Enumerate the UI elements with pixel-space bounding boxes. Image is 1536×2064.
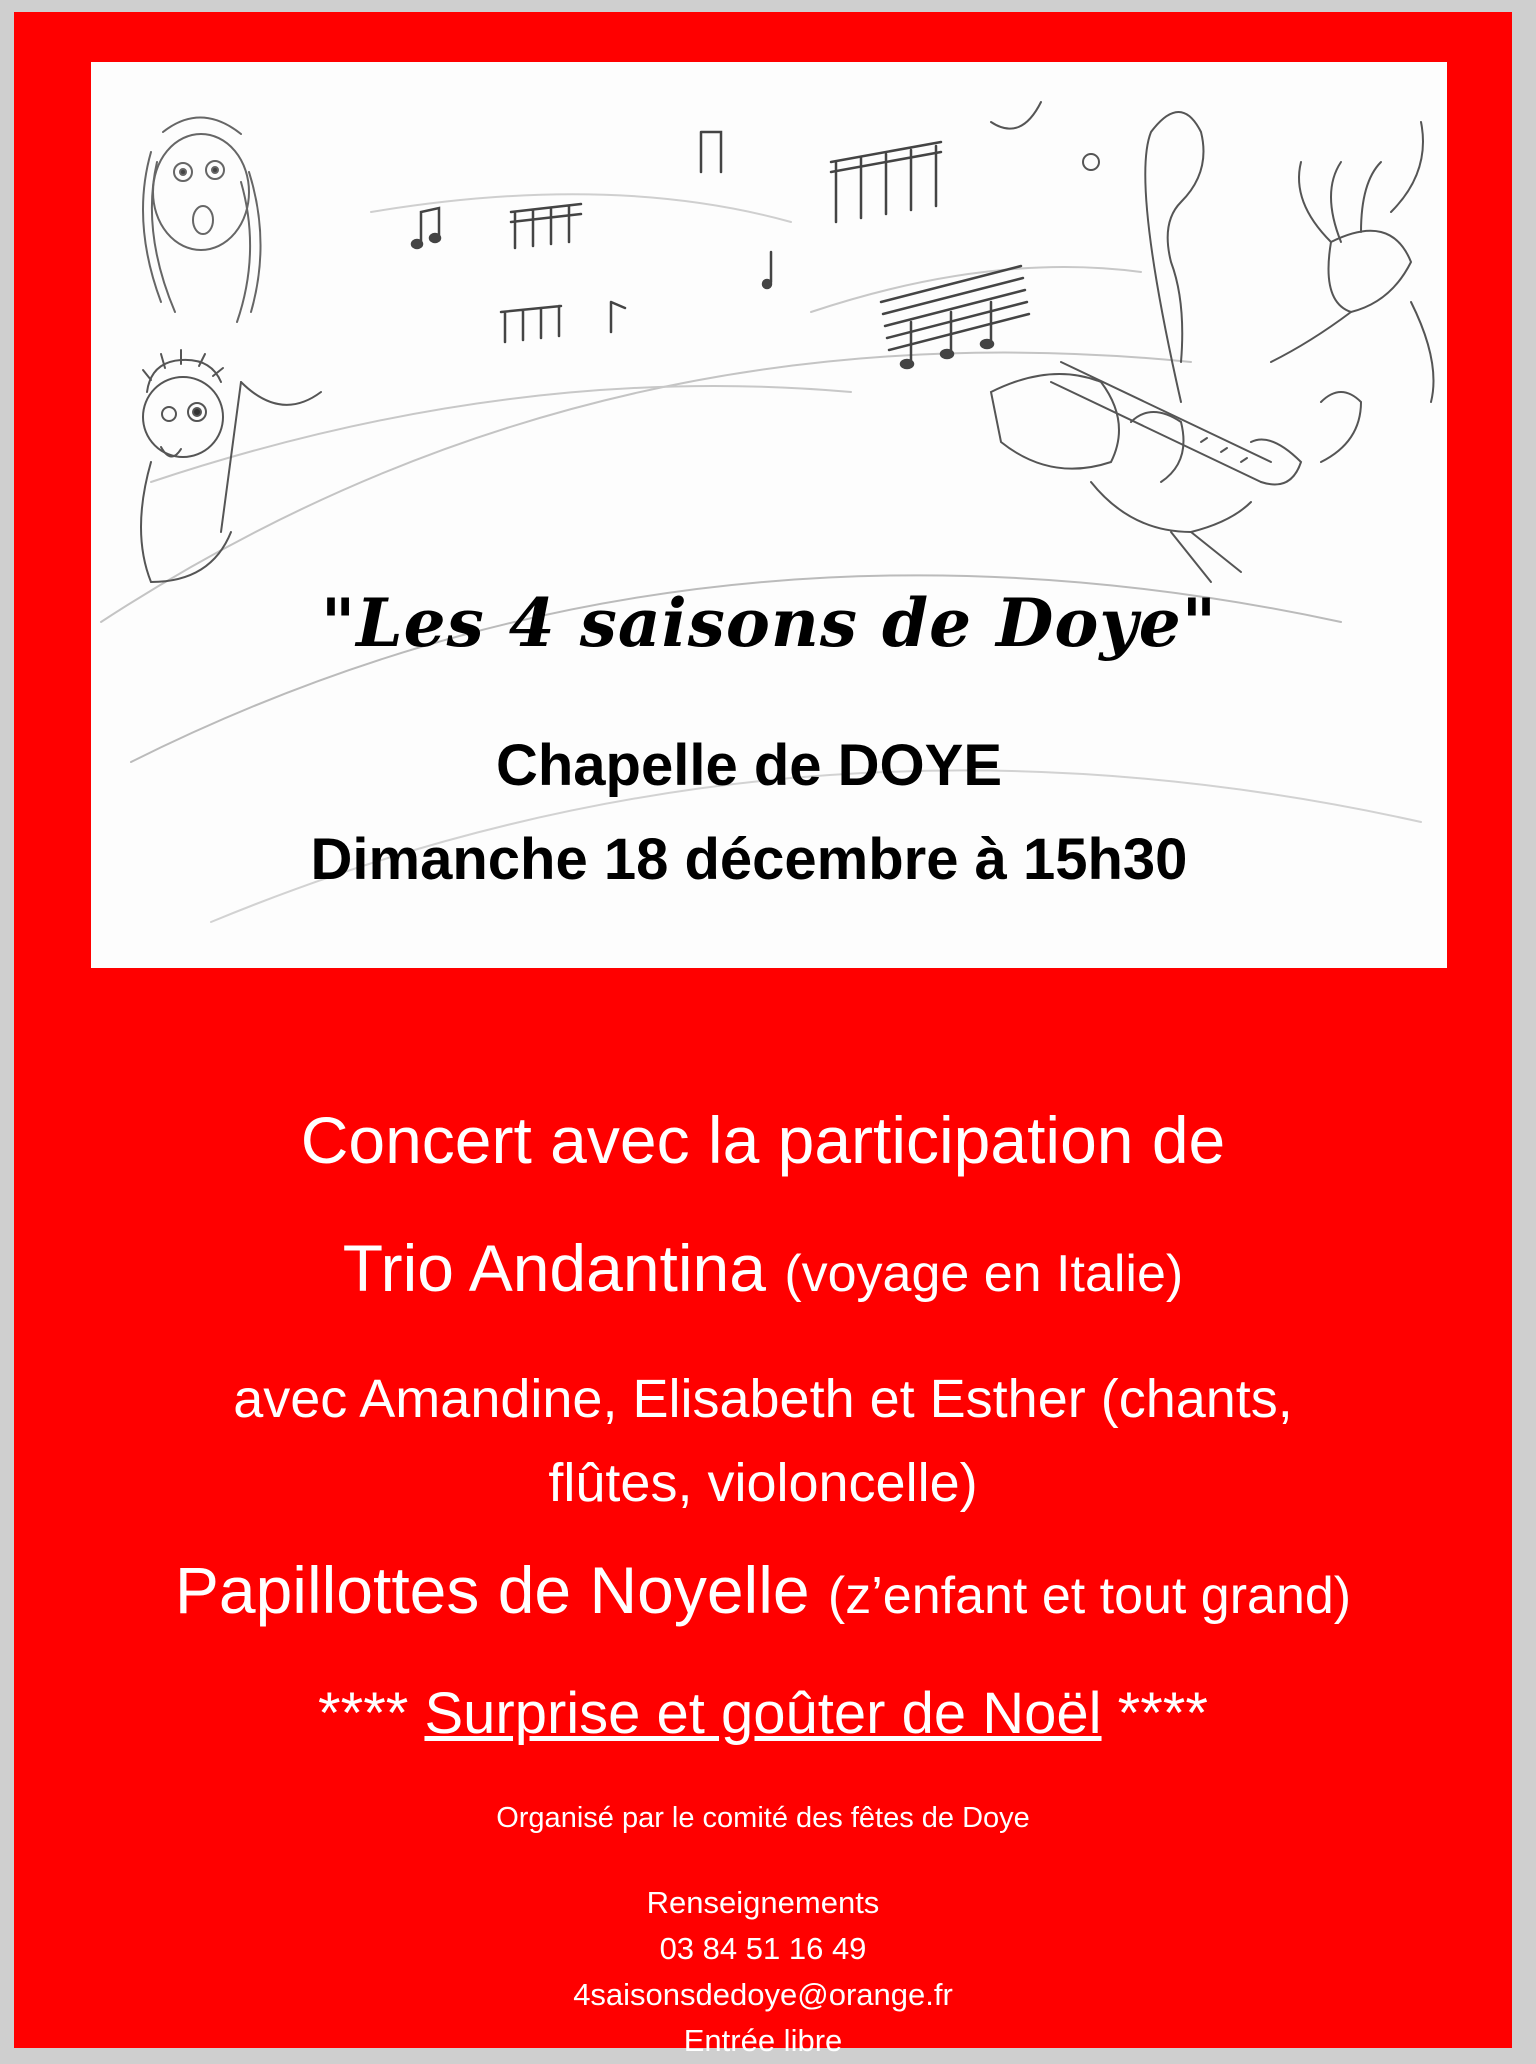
concert-intro: Concert avec la participation de: [300, 1103, 1226, 1177]
contact-info: [14, 1880, 1512, 2064]
organizer-text: Organisé par le comité des fêtes de Doye: [496, 1802, 1030, 1834]
papillottes-line: [14, 1552, 1512, 1628]
swirl-sketch: [991, 102, 1204, 402]
surprise-text: Surprise et goûter de Noël: [424, 1681, 1102, 1746]
venue-heading: Chapelle de DOYE: [495, 733, 1003, 798]
performers-text: [14, 1357, 1512, 1525]
entry-note: Entrée libre: [683, 2023, 843, 2058]
saxophone-player-sketch: [991, 362, 1361, 582]
stars-right: ****: [1117, 1681, 1208, 1746]
music-notes-sketch: [412, 132, 1029, 368]
event-date: Dimanche 18 décembre à 15h30: [310, 827, 1188, 892]
trio-note: (voyage en Italie): [784, 1245, 1184, 1303]
trio-line: [14, 1230, 1512, 1306]
poster-title: "Les 4 saisons de Doye": [320, 584, 1218, 662]
papillottes-note: (z’enfant et tout grand): [827, 1567, 1352, 1625]
performers-line-1: avec Amandine, Elisabeth et Esther (chants,: [233, 1369, 1293, 1429]
trio-name: Trio Andantina: [342, 1231, 766, 1305]
papillottes-name: Papillottes de Noyelle: [174, 1553, 810, 1627]
info-label: Renseignements: [646, 1885, 880, 1920]
poster-page: [14, 12, 1512, 2058]
phone-number: 03 84 51 16 49: [659, 1931, 867, 1966]
surprise-line: [14, 1680, 1512, 1747]
sketch-illustration-panel: [91, 62, 1447, 968]
bird-sketch: [1271, 122, 1434, 402]
email-address: 4saisonsdedoye@orange.fr: [573, 1977, 953, 2012]
performers-line-2: flûtes, violoncelle): [548, 1453, 978, 1513]
singer-face-sketch: [143, 117, 261, 322]
stars-left: ****: [318, 1681, 409, 1746]
flute-player-sketch: [141, 350, 321, 582]
